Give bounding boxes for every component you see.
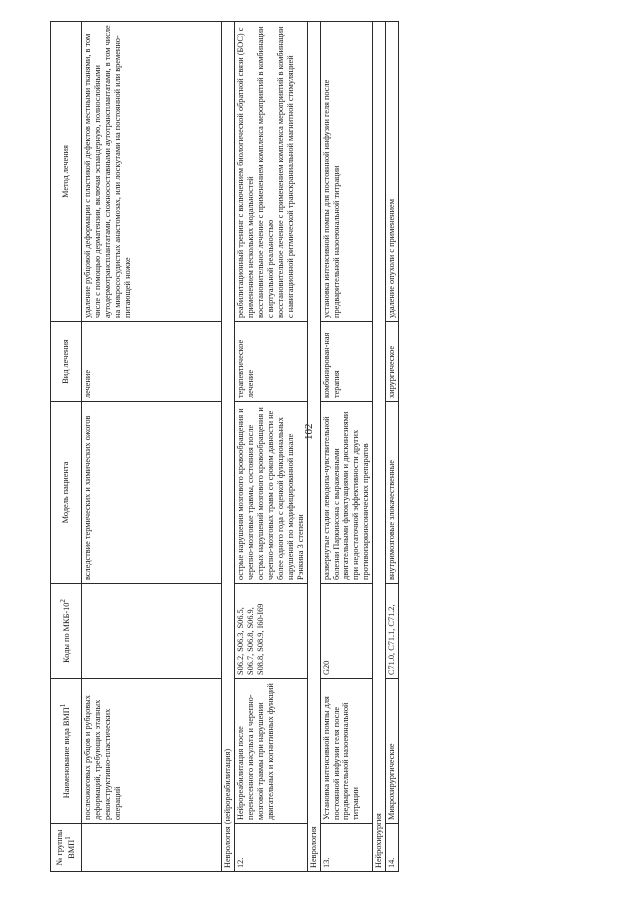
cell-vmp-name: Установка интенсивной помпы для постоянной инфузии геля после предварительной назоеюнальной титрации [320,679,373,824]
rotated-table-container [50,22,590,872]
treatment-method-line: восстановительное лечение с применением комплекса мероприятий в комбинации с виртуальной реальностью [255,26,275,318]
cell-treatment-type: лечение [82,322,222,402]
header-patient-model: Модель пациента [51,402,82,584]
cell-treatment-type: хирургическое [386,322,399,402]
section-heading-row [373,22,386,872]
cell-patient-model: острые нарушения мозгового кровообращения и черепно-мозговые травмы, состояния после острых нарушений мозгового кровообращения и черепно-мозговых травм со сроком давности не более одного года с оценкой функциональных нарушений по модифицированной шкале Рэнкина 3 степени [234,402,307,584]
cell-number: 14. [386,824,399,872]
section-heading: Неврология (нейрореабилитация) [222,22,235,872]
cell-icd-codes: G20 [320,584,373,679]
header-row [51,22,82,872]
cell-patient-model: развернутые стадии леводопа-чувствительной болезни Паркинсона с выраженными двигательными флюктуациями и дискинезиями при недостаточной эффективности других противопаркинсонических препаратов [320,402,373,584]
vmp-table [50,21,399,872]
table-row [234,22,307,872]
cell-number [82,824,222,872]
cell-patient-model: внутримозговые злокачественные [386,402,399,584]
treatment-method-line: реабилитационный тренинг с включением биологической обратной связи (БОС) с применением нескольких модальностей [235,27,255,318]
cell-vmp-name: Микрохирургические [386,679,399,824]
header-treatment-method: Метод лечения [51,22,82,322]
table-row [386,22,399,872]
header-vmp-name: Наименование вида ВМП$^1$ [51,679,82,824]
cell-treatment-method: установка интенсивной помпы для постоянной инфузии геля после предварительной назоеюнальной титрации [320,22,373,322]
cell-vmp-name: Нейрореабилитация после перенесенного инсульта и черепно-мозговой травмы при нарушении двигательных и когнитивных функций [234,679,307,824]
header-treatment-type: Вид лечения [51,322,82,402]
cell-treatment-type: комбинирован-ная терапия [320,322,373,402]
table-row-continuation [82,22,222,872]
cell-number: 13. [320,824,373,872]
cell-icd-codes [82,584,222,679]
section-heading: Нейрохирургия [373,22,386,872]
treatment-method-line: восстановительное лечение с применением комплекса мероприятий в комбинации с навигационной ритмической транскраниальной магнитной стимуляцией [275,26,295,318]
page-number: 102 [303,423,315,440]
header-icd-codes: Коды по МКБ-$10^2$ [51,584,82,679]
cell-treatment-method: удаление опухоли с применением [386,22,399,322]
section-heading-row [222,22,235,872]
cell-treatment-method [234,22,307,322]
cell-patient-model: вследствие термических и химических ожогов [82,402,222,584]
section-heading: Неврология [307,22,320,872]
header-group-number: № группы ВМП$^1$ [51,824,82,872]
cell-icd-codes: S06.2, S06.3, S06.5, S06.7, S06.8, S06.9, S08.8, S08.9, I60-I69 [234,584,307,679]
cell-treatment-method: удаление рубцовой деформации с пластикой дефектов местными тканями, в том числе с помощью дерматензии, включая эспандерную, полнослойными аутодермотрансплантатами, сложносоставными аутотрансплантатами, в том числе на микрососудистых анастомозах, или лоскутами на постоянной или временно-питающей ножке [82,22,222,322]
cell-number: 12. [234,824,307,872]
table-row [320,22,373,872]
section-heading-row [307,22,320,872]
cell-treatment-type: терапевтическое лечение [234,322,307,402]
cell-icd-codes: C71.0, C71.1, C71.2, [386,584,399,679]
cell-vmp-name: послеожоговых рубцов и рубцовых деформаций, требующих этапных реконструктивно-пластических операций [82,679,222,824]
